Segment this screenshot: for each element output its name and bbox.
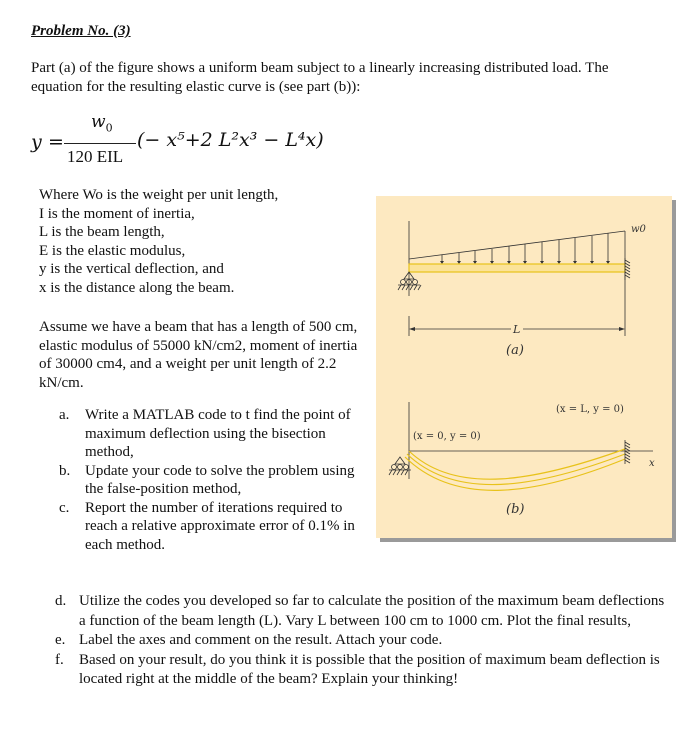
task-label: f.: [55, 651, 64, 668]
task-label: c.: [59, 499, 70, 516]
task-list-def: [55, 592, 665, 690]
beam-a: [409, 264, 625, 272]
roller-support-icon: [398, 272, 421, 290]
task-text: Update your code to solve the problem using the false-position method,: [85, 462, 355, 497]
fraction-bar: [64, 143, 136, 144]
equation-denominator: 120 EIL: [67, 147, 124, 166]
x-axis-label: x: [649, 458, 655, 469]
elastic-curve-equation: [31, 108, 331, 168]
task-item-a: [59, 406, 369, 462]
caption-a: (a): [506, 343, 524, 358]
fixed-wall-b-icon: [625, 440, 630, 464]
task-label: e.: [55, 632, 66, 648]
caption-b: (b): [506, 502, 525, 517]
definition-line: E is the elastic modulus,: [39, 242, 186, 259]
definition-line: I is the moment of inertia,: [39, 205, 195, 222]
definition-line: Where Wo is the weight per unit length,: [39, 187, 279, 203]
task-label: d.: [55, 593, 67, 609]
beam-figure: [376, 196, 672, 538]
task-label: b.: [59, 462, 71, 479]
equation-terms: (− x⁵+2 L²x³ − L⁴x): [137, 129, 324, 151]
task-label: a.: [59, 407, 70, 423]
definition-line: L is the beam length,: [39, 224, 165, 240]
task-list-abc: [59, 406, 369, 554]
task-text: Label the axes and comment on the result. Attach your code.: [79, 632, 443, 648]
assumption-paragraph: Assume we have a beam that has a length of 500 cm, elastic modulus of 55000 kN/cm2, moment of inertia of 30000 cm4, and a weight per unit length of 2.2 kN/cm.: [39, 319, 358, 391]
problem-title: Problem No. (3): [31, 23, 131, 39]
equation-lhs: y: [31, 131, 42, 153]
task-item-c: [59, 499, 369, 555]
load-label: w0: [631, 224, 646, 235]
task-item-d: [55, 592, 665, 631]
variable-definitions: [39, 186, 278, 297]
task-text: Report the number of iterations required to reach a relative approximate error of 0.1% in each method.: [85, 499, 355, 553]
beam-diagram: [376, 196, 672, 538]
problem-intro: Part (a) of the figure shows a uniform beam subject to a linearly increasing distributed load. The equation for the resulting elastic curve is (see part (b)):: [31, 60, 609, 95]
task-text: Utilize the codes you developed so far to calculate the position of the maximum beam deflections a function of the beam length (L). Vary L between 100 cm to 1000 cm. Plot the final results,: [79, 593, 665, 629]
task-item-e: [55, 631, 665, 651]
definition-line: y is the vertical deflection, and: [39, 261, 224, 277]
equation-numerator: [91, 112, 113, 134]
task-item-f: [55, 651, 665, 690]
task-item-b: [59, 462, 369, 499]
task-text: Write a MATLAB code to t find the point of maximum deflection using the bisection method,: [85, 407, 351, 460]
deflected-beam: [405, 449, 625, 490]
length-label: L: [513, 323, 521, 336]
left-boundary-label: (x = 0, y = 0): [413, 431, 481, 442]
part-a-diagram: [409, 221, 625, 336]
definition-line: x is the distance along the beam.: [39, 279, 235, 296]
load-arrows-icon: [442, 233, 608, 263]
right-boundary-label: (x = L, y = 0): [556, 404, 624, 415]
equation-equals: =: [48, 131, 64, 153]
numerator-subscript: 0: [105, 121, 113, 135]
numerator-symbol: w: [91, 112, 106, 132]
fixed-wall-icon: [625, 258, 630, 280]
task-text: Based on your result, do you think it is possible that the position of maximum beam deflection is located right at the middle of the beam? Explain your thinking!: [79, 651, 660, 687]
